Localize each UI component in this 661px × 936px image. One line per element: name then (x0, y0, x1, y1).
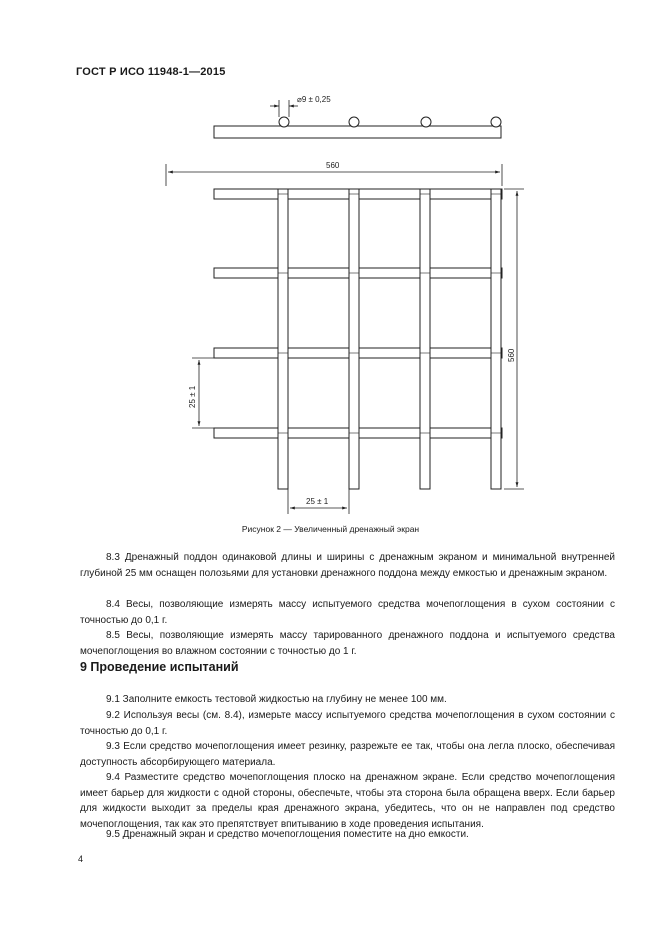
document-header: ГОСТ Р ИСО 11948-1—2015 (76, 66, 226, 78)
dimension-gap-vertical-label: 25 ± 1 (188, 385, 197, 408)
paragraph-9-5: 9.5 Дренажный экран и средство мочепоглощения поместите на дно емкости. (106, 829, 469, 840)
diameter-dimension (270, 100, 298, 117)
paragraph-9-2: 9.2 Используя весы (см. 8.4), измерьте массу испытуемого средства мочепоглощения в сухом состоянии с точностью до 0,1 г. (80, 710, 615, 737)
side-view-bar (214, 117, 501, 138)
dimension-height-label: 560 (507, 348, 516, 362)
height-dimension (504, 189, 524, 489)
paragraph-9-3: 9.3 Если средство мочепоглощения имеет резинку, разрежьте ее так, чтобы она легла плоско, обеспечивая доступность абсорбирующего материала. (80, 741, 615, 768)
grid-joints (278, 194, 501, 433)
paragraph-8-3: 8.3 Дренажный поддон одинаковой длины и ширины с дренажным экраном и минимальной внутренней глубиной 25 мм оснащен полозьями для установки дренажного поддона между емкостью и дренажным экраном. (80, 552, 615, 579)
figure-caption: Рисунок 2 — Увеличенный дренажный экран (241, 524, 420, 534)
paragraph-9-1: 9.1 Заполните емкость тестовой жидкостью на глубину не менее 100 мм. (106, 694, 447, 705)
section-heading: 9 Проведение испытаний (80, 660, 239, 674)
dimension-gap-horizontal-label: 25 ± 1 (306, 497, 329, 506)
paragraph-8-5: 8.5 Весы, позволяющие измерять массу тарированного дренажного поддона и испытуемого средства мочепоглощения во влажном состоянии с точностью до 1 г. (80, 630, 615, 657)
paragraph-9-4: 9.4 Разместите средство мочепоглощения плоско на дренажном экране. Если средство мочепоглощения имеет барьер для жидкости с одной стороны, обеспечьте, чтобы эта сторона была обращена вверх. Если барьер для жидкости выходит за пределы края дренажного экрана, убедитесь, что он не направлен под средство мочепоглощения, так как это препятствует впитыванию в ходе проведения испытания. (80, 772, 615, 830)
dimension-diameter-label: ⌀9 ± 0,25 (297, 95, 331, 104)
page-number: 4 (78, 854, 84, 864)
paragraph-8-4: 8.4 Весы, позволяющие измерять массу испытуемого средства мочепоглощения в сухом состоянии с точностью до 0,1 г. (80, 599, 615, 626)
grid-vertical-bars (278, 189, 501, 489)
dimension-width-label: 560 (326, 161, 340, 170)
